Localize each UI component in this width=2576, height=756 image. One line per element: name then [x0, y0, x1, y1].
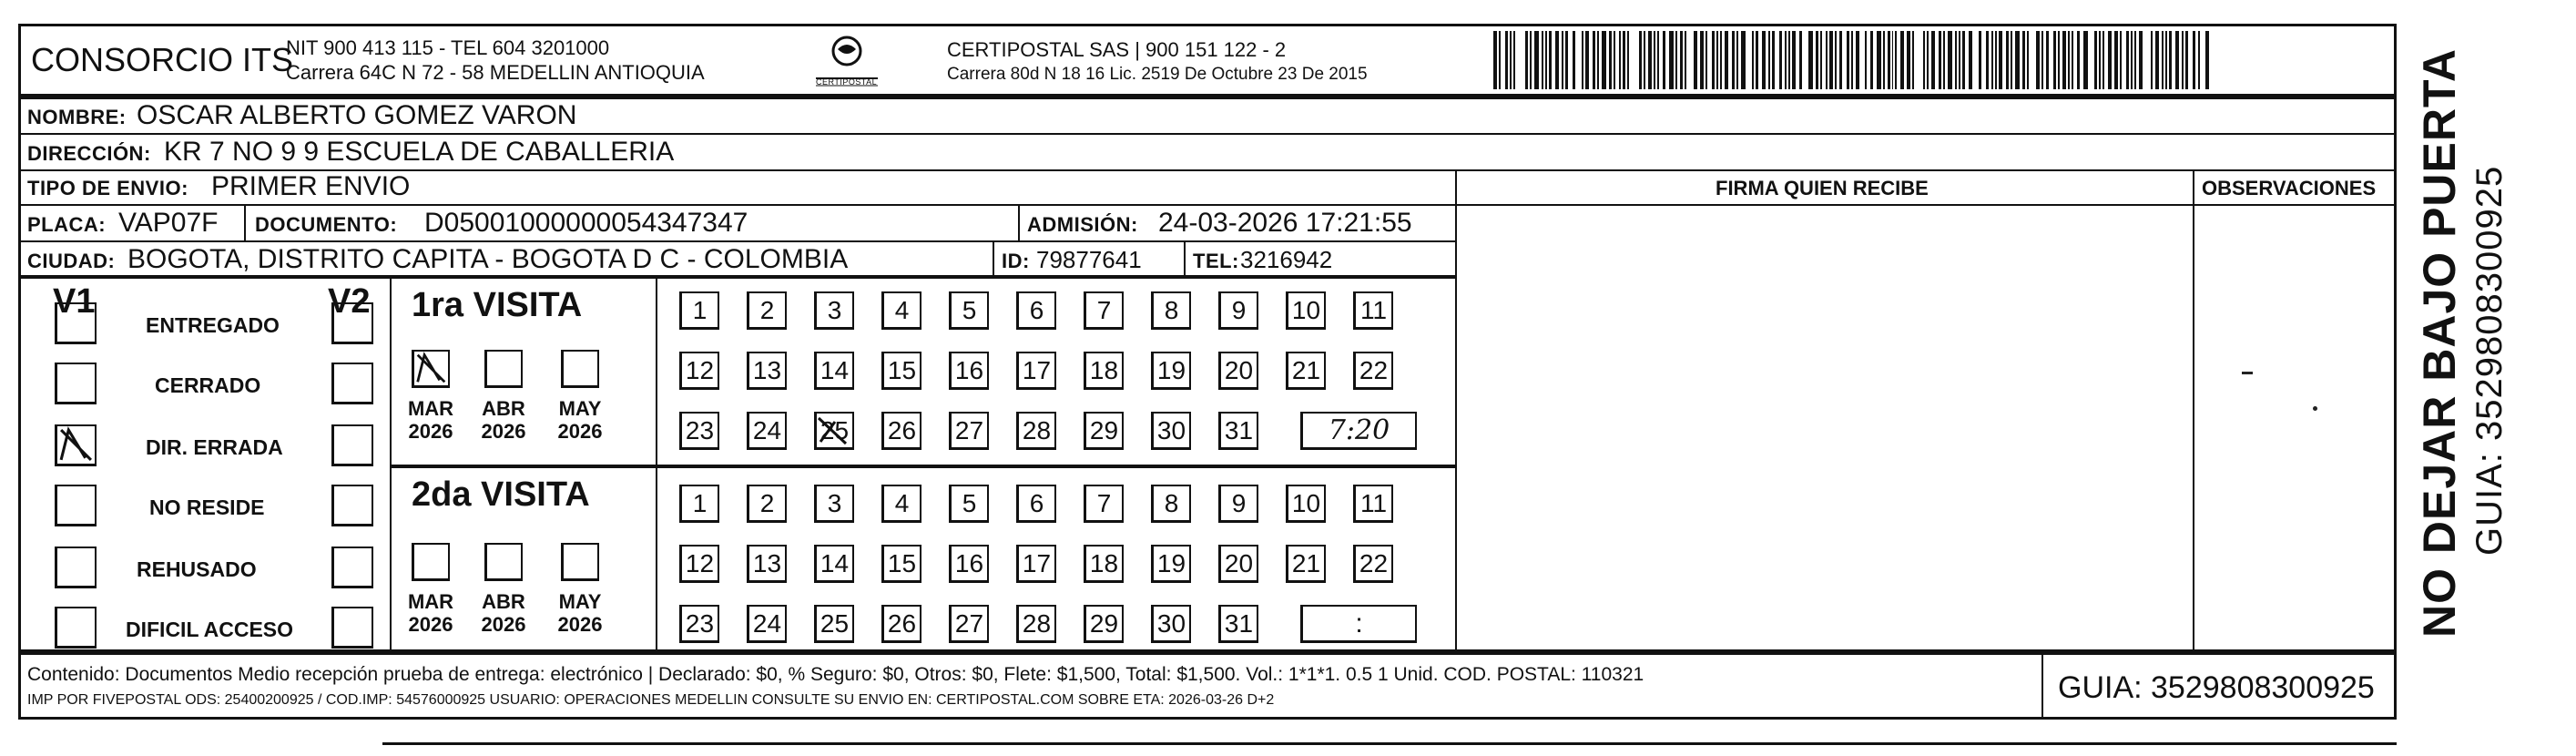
day-box[interactable]: 8 [1151, 485, 1191, 523]
month-checkbox[interactable] [484, 350, 523, 388]
day-box[interactable]: 10 [1286, 485, 1326, 523]
placa-label: PLACA: [27, 213, 107, 236]
day-box[interactable]: 5 [949, 291, 989, 330]
observaciones-header: OBSERVACIONES [2202, 177, 2377, 199]
v2-checkbox[interactable] [331, 607, 373, 649]
month-checkbox[interactable] [412, 543, 450, 581]
certipostal-address: Carrera 80d N 18 16 Lic. 2519 De Octubre 23 De 2015 [947, 65, 1368, 84]
observation-mark [2242, 372, 2253, 374]
day-box[interactable]: 14 [814, 545, 854, 583]
side-warning: NO DEJAR BAJO PUERTA [2414, 48, 2465, 638]
status-label: NO RESIDE [149, 495, 265, 519]
day-box[interactable]: 24 [747, 605, 787, 643]
documento-value: D05001000000054347347 [424, 208, 748, 238]
day-box[interactable]: 30 [1151, 412, 1191, 450]
day-box[interactable]: 3 [814, 291, 854, 330]
observation-dot [2313, 406, 2317, 411]
day-box[interactable]: 13 [747, 545, 787, 583]
v1-checkbox[interactable] [55, 424, 97, 466]
month-label: MAR 2026 [407, 590, 454, 637]
day-box[interactable]: 12 [679, 352, 719, 390]
day-box[interactable]: 31 [1218, 412, 1258, 450]
day-box[interactable]: 23 [679, 412, 719, 450]
month-label: MAR 2026 [407, 397, 454, 444]
status-label: DIFICIL ACCESO [126, 618, 294, 641]
day-box[interactable]: 18 [1084, 545, 1124, 583]
placa-value: VAP07F [118, 208, 219, 238]
day-box[interactable]: 26 [881, 412, 921, 450]
day-box[interactable]: 2 [747, 485, 787, 523]
admision-value: 24-03-2026 17:21:55 [1158, 208, 1412, 238]
day-box[interactable]: 28 [1016, 412, 1056, 450]
day-box[interactable]: 13 [747, 352, 787, 390]
day-box[interactable]: 19 [1151, 545, 1191, 583]
v2-checkbox[interactable] [331, 424, 373, 466]
tel-label: TEL: [1193, 250, 1239, 272]
month-checkbox[interactable] [561, 350, 599, 388]
v2-checkbox[interactable] [331, 302, 373, 344]
day-box[interactable]: 22 [1353, 352, 1393, 390]
month-checkbox[interactable] [561, 543, 599, 581]
nombre-value: OSCAR ALBERTO GOMEZ VARON [137, 100, 577, 130]
day-box[interactable]: 16 [949, 352, 989, 390]
day-box[interactable]: 15 [881, 545, 921, 583]
day-box[interactable]: 7 [1084, 485, 1124, 523]
day-box[interactable]: 30 [1151, 605, 1191, 643]
day-box[interactable]: 17 [1016, 352, 1056, 390]
direccion-value: KR 7 NO 9 9 ESCUELA DE CABALLERIA [164, 137, 675, 167]
tel-value: 3216942 [1240, 246, 1333, 273]
day-box[interactable]: 4 [881, 485, 921, 523]
day-box[interactable]: 27 [949, 412, 989, 450]
day-box[interactable]: 8 [1151, 291, 1191, 330]
footer-content: Contenido: Documentos Medio recepción prueba de entrega: electrónico | Declarado: $0, % Seguro: $0, Otros: $0, Flete: $1,500, Total: $1,500. Vol.: 1*1*1. 0.5 1 Unid. COD. POSTAL: 110321 [27, 664, 1644, 685]
visit1-title: 1ra VISITA [412, 286, 583, 324]
day-box[interactable]: 1 [679, 291, 719, 330]
status-label: REHUSADO [137, 557, 257, 581]
nombre-label: NOMBRE: [27, 106, 127, 128]
day-box[interactable]: 19 [1151, 352, 1191, 390]
day-box[interactable]: 29 [1084, 412, 1124, 450]
v1-checkbox[interactable] [55, 607, 97, 649]
day-box[interactable]: 21 [1286, 545, 1326, 583]
v2-checkbox[interactable] [331, 363, 373, 404]
company-address: Carrera 64C N 72 - 58 MEDELLIN ANTIOQUIA [286, 61, 705, 84]
day-box[interactable]: 26 [881, 605, 921, 643]
documento-label: DOCUMENTO: [255, 213, 398, 236]
day-box[interactable]: 20 [1218, 545, 1258, 583]
day-box[interactable]: 12 [679, 545, 719, 583]
day-box[interactable]: 4 [881, 291, 921, 330]
month-label: ABR 2026 [481, 397, 526, 444]
visit2-time [1300, 605, 1417, 643]
day-box[interactable]: 17 [1016, 545, 1056, 583]
status-label: DIR. ERRADA [146, 435, 283, 459]
day-box[interactable]: 24 [747, 412, 787, 450]
ciudad-value: BOGOTA, DISTRITO CAPITA - BOGOTA D C - COLOMBIA [127, 244, 849, 274]
ciudad-label: CIUDAD: [27, 250, 116, 272]
day-box[interactable]: 18 [1084, 352, 1124, 390]
footer-imp: IMP POR FIVEPOSTAL ODS: 25400200925 / COD.IMP: 54576000925 USUARIO: OPERACIONES MEDELLIN CONSULTE SU ENVIO EN: CERTIPOSTAL.COM SOBRE ETA: 2026-03-26 D+2 [27, 692, 1275, 708]
certipostal-id: CERTIPOSTAL SAS | 900 151 122 - 2 [947, 38, 1287, 61]
day-box[interactable]: 21 [1286, 352, 1326, 390]
day-box[interactable]: 16 [949, 545, 989, 583]
company-nit: NIT 900 413 115 - TEL 604 3201000 [286, 36, 610, 59]
day-box[interactable]: 6 [1016, 485, 1056, 523]
barcode [1493, 31, 2213, 89]
day-box[interactable]: 3 [814, 485, 854, 523]
day-box[interactable]: 9 [1218, 291, 1258, 330]
v1-checkbox[interactable] [55, 363, 97, 404]
visit2-title: 2da VISITA [412, 475, 590, 514]
day-box[interactable]: 6 [1016, 291, 1056, 330]
v2-checkbox[interactable] [331, 485, 373, 526]
footer-guia: GUIA: 3529808300925 [2058, 670, 2375, 705]
side-guia: GUIA: 3529808300925 [2469, 165, 2510, 556]
month-label: ABR 2026 [481, 590, 526, 637]
month-checkbox[interactable] [484, 543, 523, 581]
id-value: 79877641 [1036, 246, 1142, 273]
day-box[interactable]: 31 [1218, 605, 1258, 643]
admision-label: ADMISIÓN: [1027, 213, 1138, 236]
day-box[interactable]: 11 [1353, 485, 1393, 523]
day-box[interactable]: 10 [1286, 291, 1326, 330]
day-box[interactable]: 9 [1218, 485, 1258, 523]
visit1-time [1300, 412, 1417, 450]
logo-text: CERTIPOSTAL [816, 77, 878, 87]
day-box[interactable]: 25 [814, 412, 854, 450]
day-box[interactable]: 29 [1084, 605, 1124, 643]
status-label: CERRADO [155, 373, 261, 397]
tipo-envio-value: PRIMER ENVIO [211, 171, 411, 201]
day-box[interactable]: 25 [814, 605, 854, 643]
direccion-label: DIRECCIÓN: [27, 142, 151, 165]
v1-checkbox[interactable] [55, 485, 97, 526]
tipo-envio-label: TIPO DE ENVIO: [27, 177, 188, 199]
day-box[interactable]: 7 [1084, 291, 1124, 330]
status-label: ENTREGADO [146, 313, 280, 337]
day-box[interactable]: 20 [1218, 352, 1258, 390]
visit2-time-value: : [1355, 608, 1363, 639]
day-box[interactable]: 28 [1016, 605, 1056, 643]
month-label: MAY 2026 [557, 590, 603, 637]
day-box[interactable]: 15 [881, 352, 921, 390]
v2-checkbox[interactable] [331, 547, 373, 588]
visit1-time-value: 7:20 [1328, 414, 1390, 446]
day-box[interactable]: 1 [679, 485, 719, 523]
day-box[interactable]: 11 [1353, 291, 1393, 330]
day-box[interactable]: 14 [814, 352, 854, 390]
firma-header: FIRMA QUIEN RECIBE [1716, 177, 1929, 199]
day-box[interactable]: 23 [679, 605, 719, 643]
v1-header: V1 [53, 282, 96, 321]
footer-box [18, 652, 2397, 720]
day-box[interactable]: 2 [747, 291, 787, 330]
v1-checkbox[interactable] [55, 547, 97, 588]
company-name: CONSORCIO ITS [31, 41, 294, 78]
v2-header: V2 [328, 282, 371, 321]
day-box[interactable]: 27 [949, 605, 989, 643]
v1-checkbox[interactable] [55, 302, 97, 344]
id-label: ID: [1002, 250, 1030, 272]
day-box[interactable]: 5 [949, 485, 989, 523]
month-checkbox[interactable] [412, 350, 450, 388]
day-box[interactable]: 22 [1353, 545, 1393, 583]
month-label: MAY 2026 [557, 397, 603, 444]
